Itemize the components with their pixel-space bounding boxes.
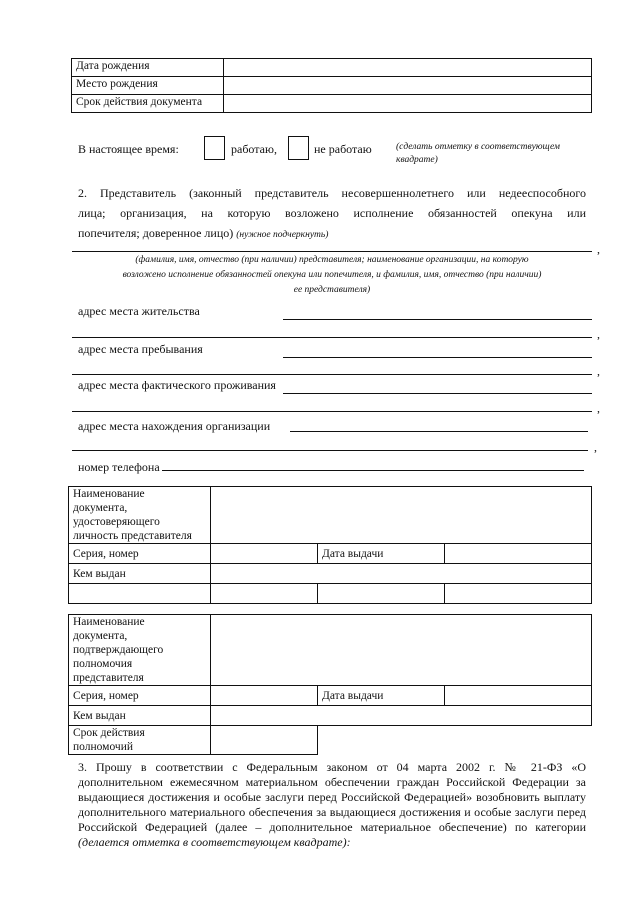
- phone-label: номер телефона: [78, 460, 160, 474]
- auth-date-label: Дата выдачи: [318, 686, 445, 706]
- auth-doc-name-label: Наименование документа, подтверждающего полномочия представителя: [69, 615, 211, 686]
- name-hint-1: (фамилия, имя, отчество (при наличии) представителя; наименование организации, на которую: [135, 255, 529, 265]
- addr-org-label: адрес места нахождения организации: [78, 419, 271, 433]
- representative-id-table: [68, 486, 592, 604]
- comma-3: ,: [597, 364, 600, 378]
- addr-residence-line-2[interactable]: [72, 337, 592, 338]
- employed-label: работаю,: [231, 142, 277, 156]
- section3-line5: Российской Федерацией (далее – дополнительное материальное обеспечение) по категории: [78, 820, 586, 834]
- employed-checkbox[interactable]: [204, 136, 225, 160]
- addr-stay-label: адрес места пребывания: [78, 342, 203, 356]
- auth-issued-field[interactable]: [211, 706, 592, 726]
- doc-validity-label: Срок действия документа: [72, 95, 224, 113]
- birth-place-label: Место рождения: [72, 77, 224, 95]
- name-hint-2: возложено исполнение обязанностей опекуна или попечителя, и фамилия, имя, отчество (при наличии): [122, 270, 542, 280]
- doc-validity-field[interactable]: [224, 95, 592, 113]
- birth-place-field[interactable]: [224, 77, 592, 95]
- id-extra-cell-2[interactable]: [211, 584, 318, 604]
- section2-line3-text: попечителя; доверенное лицо): [78, 226, 234, 240]
- auth-series-label: Серия, номер: [69, 686, 211, 706]
- id-extra-cell-1[interactable]: [69, 584, 211, 604]
- id-date-field[interactable]: [445, 544, 592, 564]
- top-info-table: [71, 58, 592, 113]
- employment-label: В настоящее время:: [78, 142, 179, 156]
- phone-line[interactable]: [162, 470, 584, 471]
- addr-stay-line-2[interactable]: [72, 374, 592, 375]
- unemployed-label: не работаю: [314, 142, 372, 156]
- birth-date-field[interactable]: [224, 59, 592, 77]
- section2-line2: лица; организация, на которую возложено исполнение обязанностей опекуна или: [78, 206, 586, 220]
- unemployed-checkbox[interactable]: [288, 136, 309, 160]
- auth-date-field[interactable]: [445, 686, 592, 706]
- addr-actual-label: адрес места фактического проживания: [78, 378, 276, 392]
- addr-org-line-2[interactable]: [72, 450, 588, 451]
- auth-doc-name-field[interactable]: [211, 615, 592, 686]
- authority-doc-table: [68, 614, 592, 755]
- employment-hint-1: (сделать отметку в соответствующем: [396, 142, 560, 152]
- id-doc-name-label: Наименование документа, удостоверяющего личность представителя: [69, 487, 211, 544]
- addr-actual-line-1[interactable]: [283, 393, 592, 394]
- id-issued-field[interactable]: [211, 564, 592, 584]
- id-doc-name-field[interactable]: [211, 487, 592, 544]
- id-extra-cell-3[interactable]: [318, 584, 445, 604]
- auth-validity-label: Срок действия полномочий: [69, 726, 211, 755]
- id-series-label: Серия, номер: [69, 544, 211, 564]
- birth-date-label: Дата рождения: [72, 59, 224, 77]
- id-extra-cell-4[interactable]: [445, 584, 592, 604]
- representative-name-line[interactable]: [72, 251, 592, 252]
- addr-residence-label: адрес места жительства: [78, 304, 200, 318]
- auth-validity-field[interactable]: [211, 726, 318, 755]
- section2-line1: 2. Представитель (законный представитель несовершеннолетнего или недееспособного: [78, 186, 586, 200]
- section3-line3: выдающиеся достижения и особые заслуги перед Российской Федерацией» возобновить выплату: [78, 790, 586, 804]
- employment-hint-2: квадрате): [396, 155, 438, 165]
- id-series-field[interactable]: [211, 544, 318, 564]
- addr-actual-line-2[interactable]: [72, 411, 592, 412]
- addr-stay-line-1[interactable]: [283, 357, 592, 358]
- section3-line1: 3. Прошу в соответствии с Федеральным законом от 04 марта 2002 г. № 21-ФЗ «О: [78, 760, 586, 774]
- comma-1: ,: [597, 242, 600, 256]
- addr-org-line-1[interactable]: [290, 431, 588, 432]
- comma-4: ,: [597, 401, 600, 415]
- comma-2: ,: [597, 327, 600, 341]
- auth-issued-label: Кем выдан: [69, 706, 211, 726]
- auth-validity-empty: [318, 726, 592, 755]
- comma-5: ,: [594, 440, 597, 454]
- id-date-label: Дата выдачи: [318, 544, 445, 564]
- section3-line2: дополнительном ежемесячном материальном обеспечении граждан Российской Федерации за: [78, 775, 586, 789]
- section3-line4: дополнительного материального обеспечения за выдающиеся достижения и особые заслуги перед: [78, 805, 586, 819]
- id-issued-label: Кем выдан: [69, 564, 211, 584]
- underline-hint: (нужное подчеркнуть): [236, 230, 329, 240]
- auth-series-field[interactable]: [211, 686, 318, 706]
- section2-line3: [78, 226, 328, 241]
- name-hint-3: ее представителя): [293, 285, 371, 295]
- section3-line6: (делается отметка в соответствующем квадрате):: [78, 835, 351, 849]
- addr-residence-line-1[interactable]: [283, 319, 592, 320]
